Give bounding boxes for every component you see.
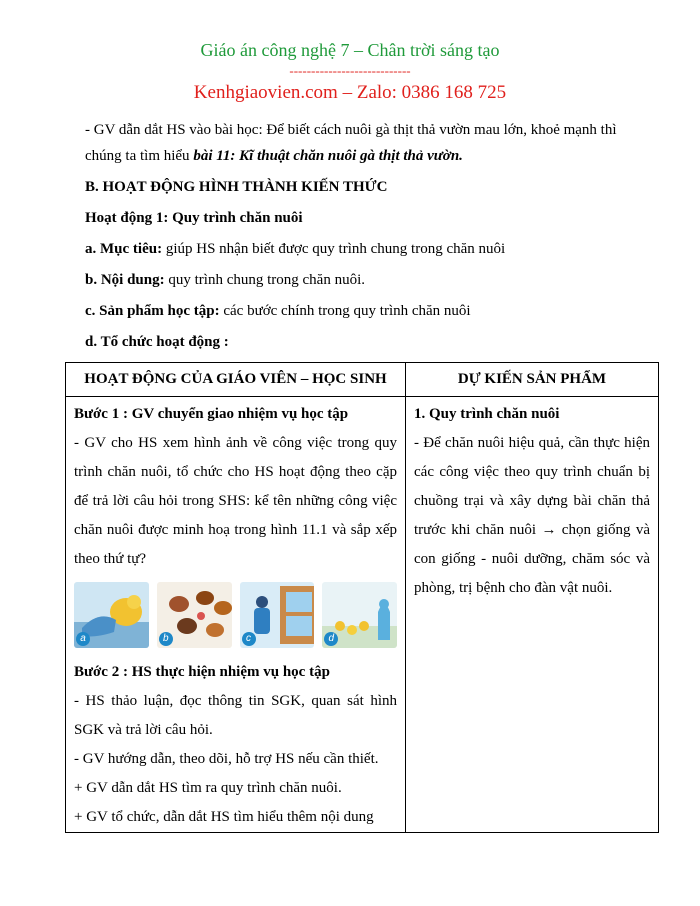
content-label: b. Nội dung: — [85, 272, 165, 288]
figure-image-c — [240, 582, 315, 648]
figure-label-c: c — [242, 632, 256, 646]
figure-label-b: b — [159, 632, 173, 646]
step2-line: - GV hướng dẫn, theo dõi, hỗ trợ HS nếu cần thiết. — [74, 751, 379, 767]
organize-label: d. Tổ chức hoạt động : — [85, 334, 229, 350]
intro-text: - GV dẫn dắt HS vào bài học: Để biết cách nuôi gà thịt thả vườn mau lớn, khoẻ mạnh thì chúng ta tìm hiểu — [85, 122, 617, 164]
organize-line — [85, 334, 229, 351]
section-heading: B. HOẠT ĐỘNG HÌNH THÀNH KIẾN THỨC — [85, 179, 388, 195]
objective-line — [85, 241, 505, 258]
step2-title: Bước 2 : HS thực hiện nhiệm vụ học tập — [74, 664, 330, 680]
step2-line: + GV dẫn dắt HS tìm ra quy trình chăn nuôi. — [74, 780, 342, 796]
step2-line: - HS thảo luận, đọc thông tin SGK, quan sát hình SGK và trả lời câu hỏi. — [74, 693, 397, 738]
intro-paragraph — [85, 117, 645, 169]
content-text: quy trình chung trong chăn nuôi. — [164, 272, 366, 288]
activity-table — [65, 362, 659, 833]
intro-lesson-title: bài 11: Kĩ thuật chăn nuôi gà thịt thả vườn. — [193, 148, 463, 164]
figure-label-d: d — [324, 632, 338, 646]
figure-image-b — [157, 582, 232, 648]
step2-line: + GV tổ chức, dẫn dắt HS tìm hiểu thêm nội dung — [74, 809, 374, 825]
product-line — [85, 303, 471, 320]
activity-heading: Hoạt động 1: Quy trình chăn nuôi — [85, 210, 303, 226]
step1-title: Bước 1 : GV chuyển giao nhiệm vụ học tập — [74, 406, 349, 422]
product-description: - Để chăn nuôi hiệu quả, cần thực hiện các công việc theo quy trình chuẩn bị chuồng trại và xây dựng bài chăn thả trước khi chăn nuôi → chọn giống và con giống - nuôi dưỡng, chăm sóc và phòng, trị bệnh cho đàn vật nuôi. — [414, 435, 650, 596]
objective-label: a. Mục tiêu: — [85, 241, 163, 257]
activities-cell — [66, 397, 406, 833]
products-cell — [406, 397, 659, 833]
table-header-products: DỰ KIẾN SẢN PHẨM — [406, 363, 659, 397]
product-text: các bước chính trong quy trình chăn nuôi — [219, 303, 471, 319]
objective-text: giúp HS nhận biết được quy trình chung trong chăn nuôi — [162, 241, 506, 257]
content-line — [85, 272, 365, 289]
figure-image-a — [74, 582, 149, 648]
header-divider: ---------------------------- — [289, 63, 411, 78]
figure-image-d — [322, 582, 397, 648]
step1-text: - GV cho HS xem hình ảnh về công việc trong quy trình chăn nuôi, tổ chức cho HS hoạt động theo cặp để trả lời câu hỏi trong SHS: kể tên những công việc chăn nuôi được minh hoạ trong hình 11.1 và sắp xếp theo thứ tự? — [74, 435, 397, 567]
figure-11-1 — [74, 582, 397, 648]
product-title: 1. Quy trình chăn nuôi — [414, 406, 560, 422]
table-header-activities: HOẠT ĐỘNG CỦA GIÁO VIÊN – HỌC SINH — [66, 363, 406, 397]
figure-label-a: a — [76, 632, 90, 646]
header-site: Kenhgiaovien.com – Zalo: 0386 168 725 — [193, 82, 507, 103]
product-label: c. Sản phẩm học tập: — [85, 303, 220, 319]
header-title: Giáo án công nghệ 7 – Chân trời sáng tạo — [200, 40, 500, 60]
